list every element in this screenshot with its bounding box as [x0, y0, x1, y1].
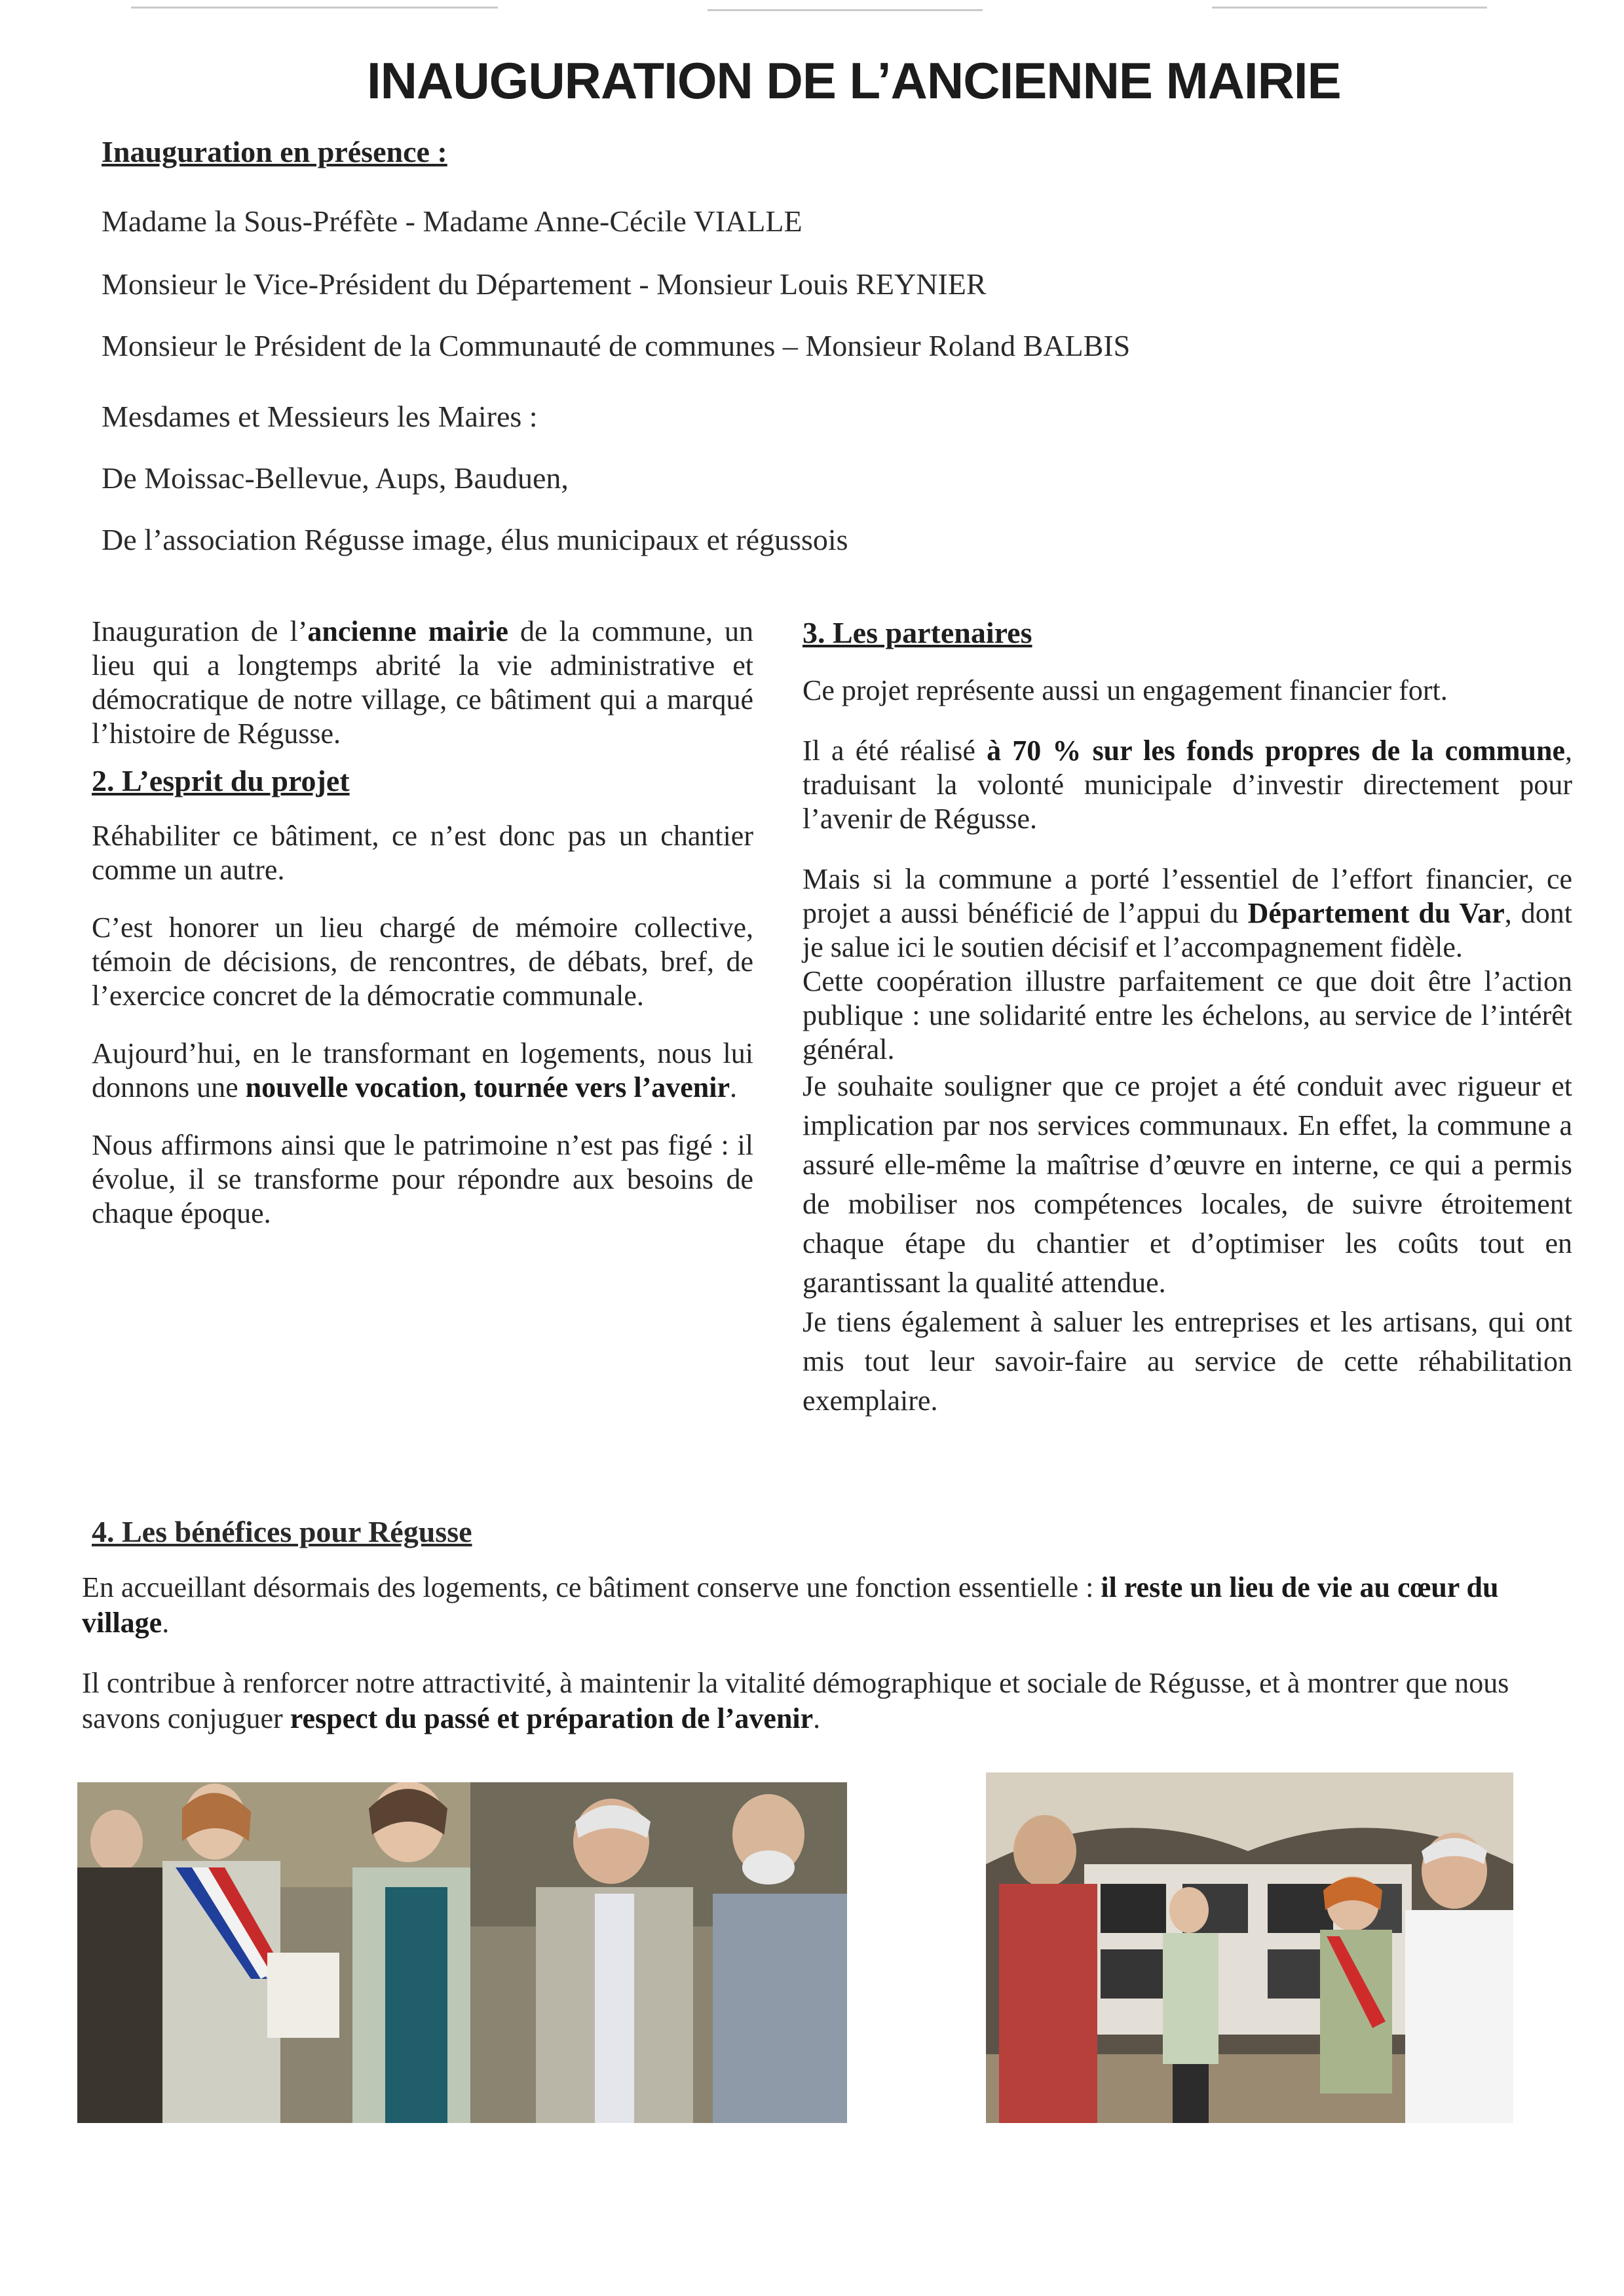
- right-column: [803, 615, 1572, 1421]
- scan-artifact-line: [1212, 7, 1487, 9]
- intro-paragraph: [92, 615, 753, 751]
- presence-line: Madame la Sous-Préfète - Madame Anne-Cécile VIALLE: [102, 204, 803, 238]
- paragraph-text: .: [729, 1071, 737, 1103]
- intro-bold: ancienne mairie: [307, 615, 508, 647]
- paragraph: Je souhaite souligner que ce projet a été conduit avec rigueur et implication par nos services communaux. En effet, la commune a assuré elle-même la maîtrise d’œuvre en interne, ce qui a permis de mobiliser nos compétences locales, de suivre étroitement chaque étape du chantier et d’optimiser les coûts tout en garantissant la qualité attendue.: [803, 1070, 1572, 1299]
- left-column: [92, 615, 753, 1231]
- presence-line: De l’association Régusse image, élus municipaux et régussois: [102, 523, 848, 556]
- paragraph: Ce projet représente aussi un engagement financier fort.: [803, 674, 1448, 706]
- paragraph: Je tiens également à saluer les entreprises et les artisans, qui ont mis tout leur savoir-faire au service de cette réhabilitation exemplaire.: [803, 1306, 1572, 1417]
- inauguration-speech-photo: [77, 1782, 847, 2123]
- section-4: [82, 1514, 1589, 1736]
- paragraph-text: .: [813, 1702, 821, 1734]
- paragraph: [82, 1570, 1589, 1641]
- paragraph: Cette coopération illustre parfaitement ce que doit être l’action publique : une solidarité entre les échelons, au service de l’intérêt général.: [803, 965, 1572, 1065]
- paragraph-text: Il contribue à renforcer notre attractivité, à maintenir la vitalité démographique et sociale de Régusse, et à montrer que nous savons conjuguer: [82, 1667, 1509, 1734]
- section-2-heading: 2. L’esprit du projet: [92, 764, 350, 797]
- presence-line: Monsieur le Président de la Communauté de communes – Monsieur Roland BALBIS: [102, 329, 1131, 362]
- section-3-heading: 3. Les partenaires: [803, 616, 1032, 649]
- presence-line: De Moissac-Bellevue, Aups, Bauduen,: [102, 461, 569, 495]
- section-4-heading: 4. Les bénéfices pour Régusse: [92, 1515, 472, 1548]
- presence-line: Monsieur le Vice-Président du Département - Monsieur Louis REYNIER: [102, 267, 987, 301]
- paragraph-bold: respect du passé et préparation de l’avenir: [290, 1702, 814, 1734]
- scan-artifact-line: [708, 9, 983, 11]
- paragraph: Réhabiliter ce bâtiment, ce n’est donc pas un chantier comme un autre.: [92, 820, 753, 886]
- paragraph-bold: Département du Var: [1247, 897, 1505, 929]
- scan-artifact-line: [131, 7, 498, 9]
- paragraph-text: .: [162, 1607, 170, 1639]
- presence-list: [102, 203, 1543, 558]
- paragraph: [803, 734, 1572, 836]
- paragraph-text: Il a été réalisé: [803, 735, 987, 767]
- paragraph-text: Aujourd’hui, en le transformant en logements, nous lui donnons une: [92, 1037, 753, 1103]
- paragraph: [82, 1666, 1589, 1736]
- paragraph-bold: il reste un lieu de vie au cœur du village: [82, 1571, 1499, 1639]
- paragraph-bold: nouvelle vocation, tournée vers l’avenir: [245, 1071, 730, 1103]
- paragraph: Nous affirmons ainsi que le patrimoine n’est pas figé : il évolue, il se transforme pour répondre aux besoins de chaque époque.: [92, 1129, 753, 1229]
- exhibition-visit-photo: [986, 1772, 1513, 2123]
- presence-line: Mesdames et Messieurs les Maires :: [102, 400, 538, 433]
- paragraph-text: En accueillant désormais des logements, ce bâtiment conserve une fonction essentielle :: [82, 1571, 1101, 1603]
- paragraph-text: , traduisant la volonté municipale d’investir directement pour l’avenir de Régusse.: [803, 735, 1572, 835]
- paragraph: [803, 862, 1572, 965]
- page-title: INAUGURATION DE L’ANCIENNE MAIRIE: [367, 52, 1341, 109]
- intro-text: Inauguration de l’: [92, 615, 308, 647]
- paragraph-bold: à 70 % sur les fonds propres de la commune: [987, 735, 1565, 767]
- paragraph-text: Mais si la commune a porté l’essentiel de l’effort financier, ce projet a aussi bénéficié de l’appui du: [803, 863, 1572, 929]
- presence-heading: Inauguration en présence :: [102, 135, 447, 168]
- paragraph: [92, 1037, 753, 1105]
- paragraph-text: , dont je salue ici le soutien décisif et l’accompagnement fidèle.: [803, 897, 1573, 963]
- intro-text: de la commune, un lieu qui a longtemps abrité la vie administrative et démocratique de notre village, ce bâtiment qui a marqué l’histoire de Régusse.: [92, 615, 754, 750]
- paragraph: C’est honorer un lieu chargé de mémoire collective, témoin de décisions, de rencontres, de débats, bref, de l’exercice concret de la démocratie communale.: [92, 911, 753, 1012]
